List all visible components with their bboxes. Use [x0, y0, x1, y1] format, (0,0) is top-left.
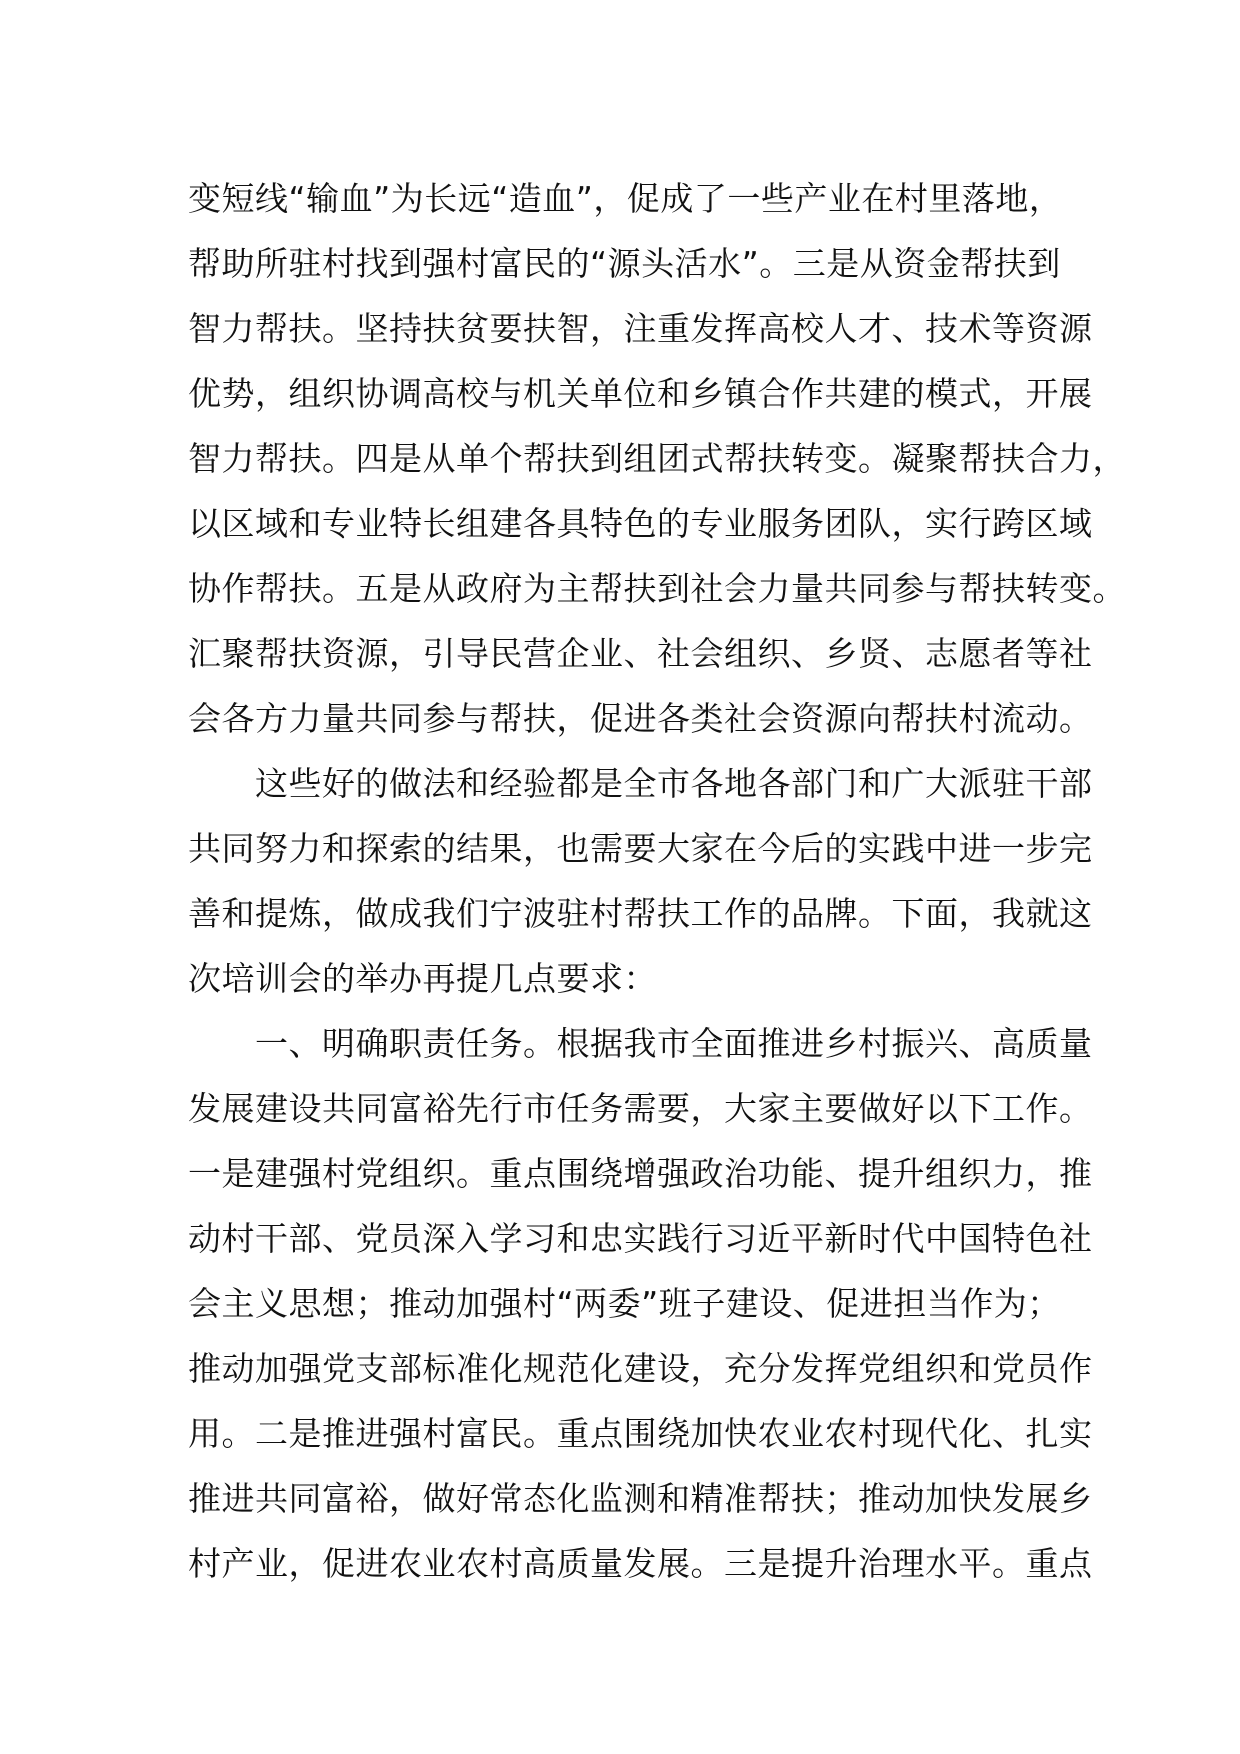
text-line: 共同努力和探索的结果，也需要大家在今后的实践中进一步完 [188, 829, 1093, 868]
text-line: 用。二是推进强村富民。重点围绕加快农业农村现代化、扎实 [188, 1414, 1093, 1453]
text-line: 智力帮扶。四是从单个帮扶到组团式帮扶转变。凝聚帮扶合力， [188, 439, 1126, 478]
text-line: 善和提炼，做成我们宁波驻村帮扶工作的品牌。下面，我就这 [188, 894, 1093, 933]
text-line: 动村干部、党员深入学习和忠实践行习近平新时代中国特色社 [188, 1219, 1093, 1258]
text-line: 汇聚帮扶资源，引导民营企业、社会组织、乡贤、志愿者等社 [188, 634, 1093, 673]
text-line: 变短线“输血”为长远“造血”，促成了一些产业在村里落地， [188, 179, 1063, 218]
text-line: 一、明确职责任务。根据我市全面推进乡村振兴、高质量 [188, 1024, 1093, 1063]
text-line: 会主义思想；推动加强村“两委”班子建设、促进担当作为； [188, 1284, 1061, 1323]
text-line: 优势，组织协调高校与机关单位和乡镇合作共建的模式，开展 [188, 374, 1093, 413]
text-line: 这些好的做法和经验都是全市各地各部门和广大派驻干部 [188, 764, 1093, 803]
paragraph-1 [188, 166, 1126, 751]
text-line: 发展建设共同富裕先行市任务需要，大家主要做好以下工作。 [188, 1089, 1093, 1128]
paragraph-3 [188, 1011, 1093, 1596]
text-line: 村产业，促进农业农村高质量发展。三是提升治理水平。重点 [188, 1544, 1093, 1583]
paragraph-2 [188, 751, 1093, 1011]
document-body [188, 166, 1126, 1596]
text-line: 协作帮扶。五是从政府为主帮扶到社会力量共同参与帮扶转变。 [188, 569, 1126, 608]
text-line: 以区域和专业特长组建各具特色的专业服务团队，实行跨区域 [188, 504, 1093, 543]
text-line: 会各方力量共同参与帮扶，促进各类社会资源向帮扶村流动。 [188, 699, 1093, 738]
text-line: 智力帮扶。坚持扶贫要扶智，注重发挥高校人才、技术等资源 [188, 309, 1093, 348]
text-line: 帮助所驻村找到强村富民的“源头活水”。三是从资金帮扶到 [188, 244, 1061, 283]
text-line: 次培训会的举办再提几点要求： [188, 959, 657, 998]
text-line: 一是建强村党组织。重点围绕增强政治功能、提升组织力，推 [188, 1154, 1093, 1193]
text-line: 推动加强党支部标准化规范化建设，充分发挥党组织和党员作 [188, 1349, 1093, 1388]
text-line: 推进共同富裕，做好常态化监测和精准帮扶；推动加快发展乡 [188, 1479, 1093, 1518]
